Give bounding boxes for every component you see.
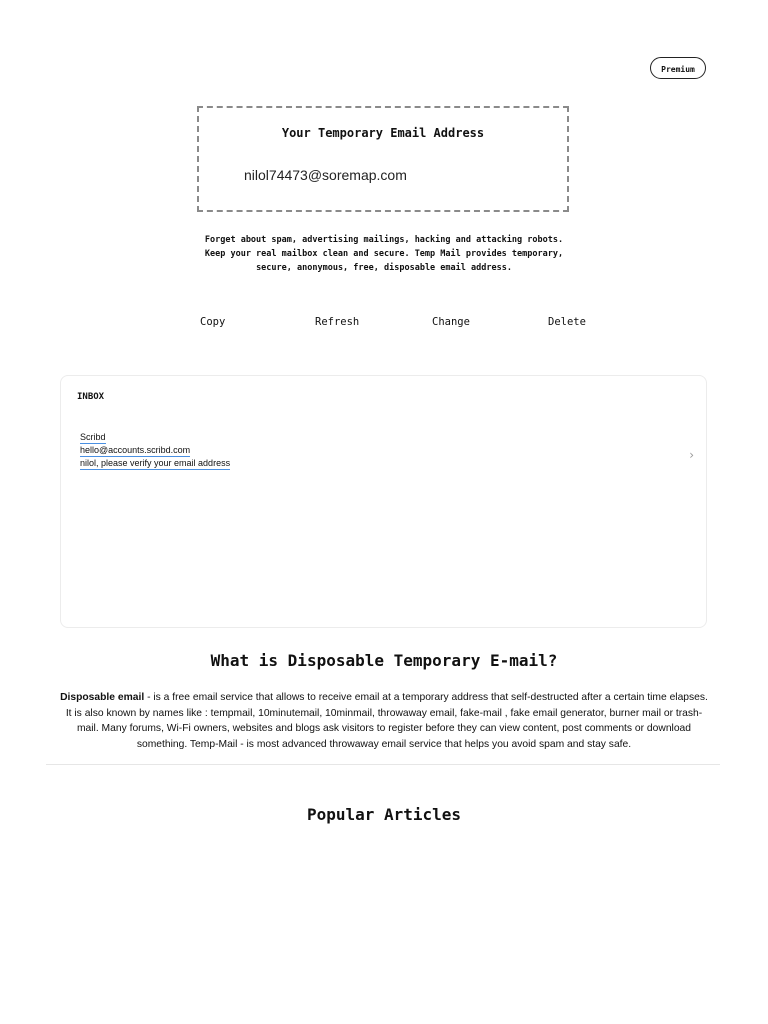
delete-button[interactable]: Delete xyxy=(548,316,586,328)
email-address-field[interactable]: nilol74473@soremap.com xyxy=(244,167,407,183)
email-box-title: Your Temporary Email Address xyxy=(281,126,485,140)
section-divider xyxy=(46,764,720,765)
tagline-line-1: Forget about spam, advertising mailings, hacking and attacking robots. xyxy=(204,235,564,245)
change-button[interactable]: Change xyxy=(432,316,470,328)
premium-button[interactable]: Premium xyxy=(650,57,706,79)
tagline xyxy=(184,233,584,275)
tagline-line-3: secure, anonymous, free, disposable email address. xyxy=(256,263,512,273)
about-title: What is Disposable Temporary E-mail? xyxy=(210,651,558,670)
message-sender[interactable]: Scribd xyxy=(80,432,106,442)
inbox-title: INBOX xyxy=(77,392,105,402)
popular-articles-title: Popular Articles xyxy=(306,805,462,824)
temporary-email-box xyxy=(197,106,569,212)
about-body: - is a free email service that allows to receive email at a temporary address that self-destructed after a certain time elapses. It is also known by names like : tempmail, 10minutemail, 10minmail, throwaway email, fake-mail , fake email generator, burner mail or trash-mail. Many forums, Wi-Fi owners, websites and blogs ask visitors to register before they can view content, post comments or download something. Temp-Mail - is most advanced throwaway email service that helps you avoid spam and stay safe. xyxy=(65,692,708,750)
inbox-panel xyxy=(60,375,707,628)
chevron-right-icon[interactable]: › xyxy=(689,448,694,462)
about-description xyxy=(56,690,712,752)
message-from-address[interactable]: hello@accounts.scribd.com xyxy=(80,445,191,455)
refresh-button[interactable]: Refresh xyxy=(315,316,360,328)
about-term: Disposable email xyxy=(60,692,145,703)
tagline-line-2: Keep your real mailbox clean and secure. Temp Mail provides temporary, xyxy=(204,249,564,259)
message-subject[interactable]: nilol, please verify your email address xyxy=(80,458,231,468)
copy-button[interactable]: Copy xyxy=(200,316,226,328)
inbox-message[interactable] xyxy=(80,432,694,476)
